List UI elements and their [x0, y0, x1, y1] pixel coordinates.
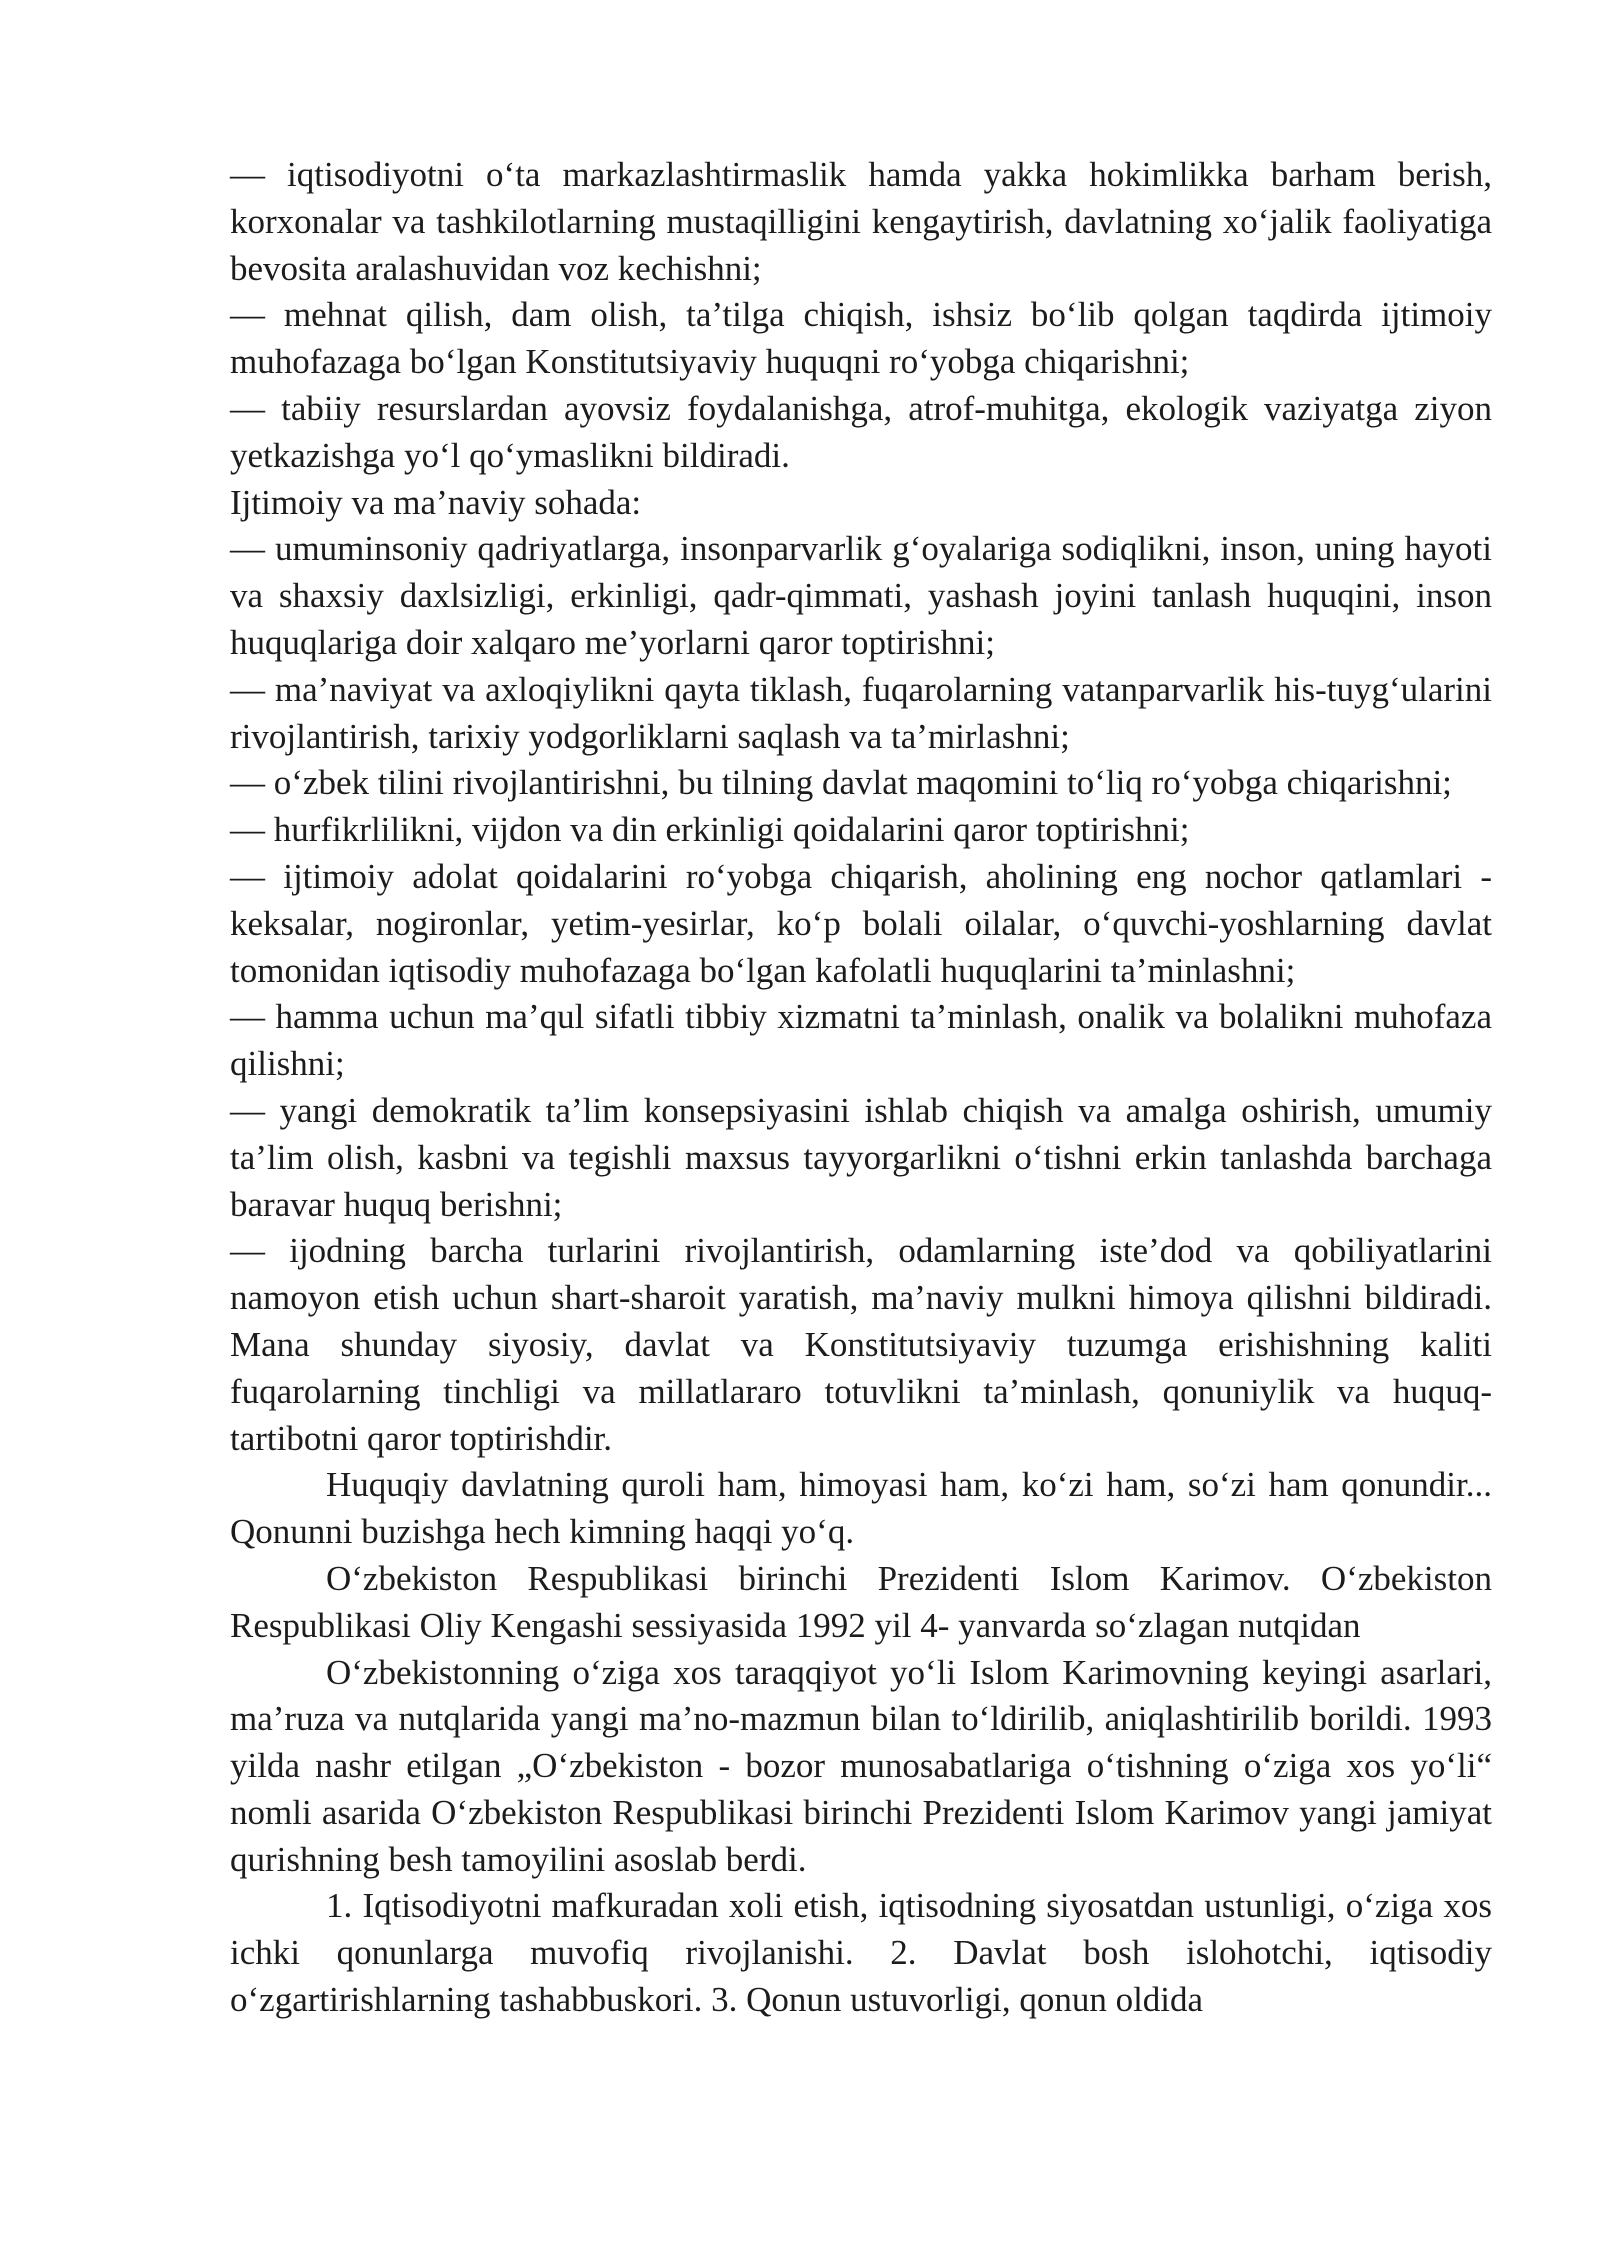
paragraph-labor-rights: — mehnat qilish, dam olish, ta’tilga chiqish, ishsiz bo‘lib qolgan taqdirda ijtimoiy muhofazaga bo‘lgan Konstitutsiyaviy huquqni ro‘yobga chiqarishni;: [230, 295, 1492, 382]
paragraph-spirituality: — ma’naviyat va axloqiylikni qayta tiklash, fuqarolarning vatanparvarlik his-tuyg‘ularini rivojlantirish, tarixiy yodgorliklarni saqlash va ta’mirlashni;: [230, 669, 1492, 756]
paragraph-freedom-of-conscience: — hurfikrlilikni, vijdon va din erkinligi qoidalarini qaror toptirishni;: [230, 810, 1190, 850]
section-heading-social-spiritual: Ijtimoiy va ma’naviy sohada:: [230, 482, 642, 522]
paragraph-universal-values: — umuminsoniy qadriyatlarga, insonparvarlik g‘oyalariga sodiqlikni, inson, uning hayoti va shaxsiy daxlsizligi, erkinligi, qadr-qimmati, yashash joyini tanlash huquqini, inson huquqlariga doir xalqaro me’yorlarni qaror toptirishni;: [230, 529, 1492, 662]
paragraph-natural-resources: — tabiiy resurslardan ayovsiz foydalanishga, atrof-muhitga, ekologik vaziyatga ziyon yetkazishga yo‘l qo‘ymaslikni bildiradi.: [230, 388, 1492, 475]
paragraph-economy-decentralization: — iqtisodiyotni o‘ta markazlashtirmaslik hamda yakka hokimlikka barham berish, korxonalar va tashkilotlarning mustaqilligini kengaytirish, davlatning xo‘jalik faoliyatiga bevosita aralashuvidan voz kechishni;: [230, 155, 1492, 288]
paragraph-quote-source: O‘zbekiston Respublikasi birinchi Prezidenti Islom Karimov. O‘zbekiston Respublikasi Oliy Kengashi sessiyasida 1992 yil 4- yanvarda so‘zlagan nutqidan: [230, 1558, 1492, 1645]
paragraph-five-principles: 1. Iqtisodiyotni mafkuradan xoli etish, iqtisodning siyosatdan ustunligi, o‘ziga xos ichki qonunlarga muvofiq rivojlanishi. 2. Davlat bosh islohotchi, iqtisodiy o‘zgartirishlarning tashabbuskori. 3. Qonun ustuvorligi, qonun oldida: [230, 1886, 1492, 2020]
paragraph-quote-law: Huquqiy davlatning quroli ham, himoyasi ham, ko‘zi ham, so‘zi ham qonundir... Qonunni buzishga hech kimning haqqi yo‘q.: [230, 1465, 1492, 1552]
paragraph-development-path: O‘zbekistonning o‘ziga xos taraqqiyot yo‘li Islom Karimovning keyingi asarlari, ma’ruza va nutqlarida yangi ma’no-mazmun bilan to‘ldirilib, aniqlashtirilib borildi. 1993 yilda nashr etilgan „O‘zbekiston - bozor munosabatlariga o‘tishning o‘ziga xos yo‘li“ nomli asarida O‘zbekiston Respublikasi birinchi Prezidenti Islom Karimov yangi jamiyat qurishning besh tamoyilini asoslab berdi.: [230, 1652, 1492, 1879]
paragraph-medical-service: — hamma uchun ma’qul sifatli tibbiy xizmatni ta’minlash, onalik va bolalikni muhofaza qilishni;: [230, 997, 1492, 1084]
paragraph-education: — yangi demokratik ta’lim konsepsiyasini ishlab chiqish va amalga oshirish, umumiy ta’lim olish, kasbni va tegishli maxsus tayyorgarlikni o‘tishni erkin tanlashda barchaga baravar huquq berishni;: [230, 1090, 1492, 1224]
paragraph-creativity: — ijodning barcha turlarini rivojlantirish, odamlarning iste’dod va qobiliyatlarini namoyon etish uchun shart-sharoit yaratish, ma’naviy mulkni himoya qilishni bildiradi. Mana shunday siyosiy, davlat va Konstitutsiyaviy tuzumga erishishning kaliti fuqarolarning tinchligi va millatlararo totuvlikni ta’minlash, qonuniylik va huquq-tartibotni qaror toptirishdir.: [230, 1231, 1492, 1458]
paragraph-social-justice: — ijtimoiy adolat qoidalarini ro‘yobga chiqarish, aholining eng nochor qatlamlari - keksalar, nogironlar, yetim-yesirlar, ko‘p bolali oilalar, o‘quvchi-yoshlarning davlat tomonidan iqtisodiy muhofazaga bo‘lgan kafolatli huquqlarini ta’minlashni;: [230, 856, 1492, 990]
document-body: [230, 152, 1492, 2024]
paragraph-uzbek-language: — o‘zbek tilini rivojlantirishni, bu tilning davlat maqomini to‘liq ro‘yobga chiqarishni;: [230, 763, 1452, 803]
